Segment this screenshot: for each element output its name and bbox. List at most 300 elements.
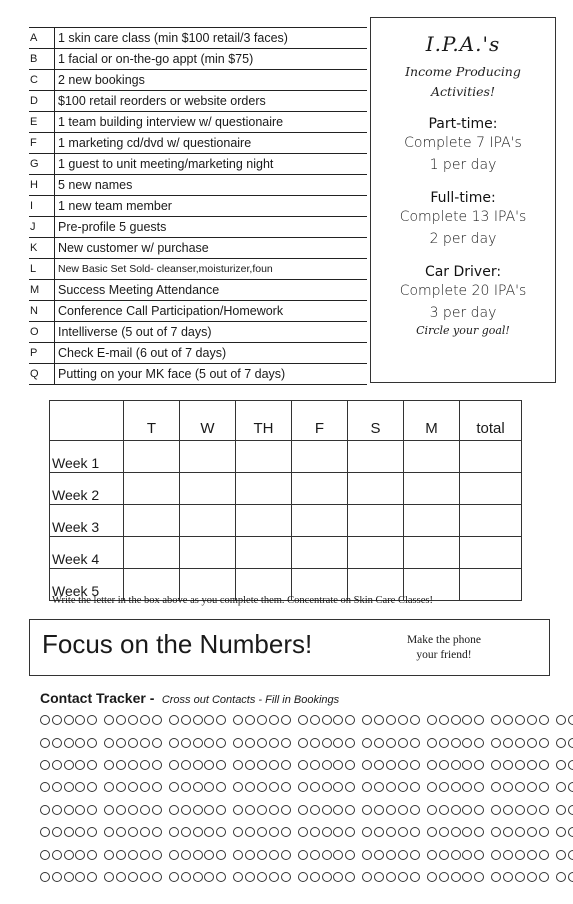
contact-circle[interactable]: [298, 782, 308, 792]
contact-circle[interactable]: [204, 850, 214, 860]
contact-circle[interactable]: [245, 782, 255, 792]
contact-circle[interactable]: [333, 850, 343, 860]
contact-circle[interactable]: [333, 715, 343, 725]
contact-circle[interactable]: [362, 760, 372, 770]
contact-circle[interactable]: [40, 805, 50, 815]
contact-circle[interactable]: [64, 827, 74, 837]
contact-circle[interactable]: [491, 850, 501, 860]
contact-circle[interactable]: [374, 827, 384, 837]
contact-circle[interactable]: [298, 850, 308, 860]
contact-circle[interactable]: [386, 872, 396, 882]
contact-circle[interactable]: [245, 850, 255, 860]
contact-circle[interactable]: [427, 872, 437, 882]
contact-circle[interactable]: [281, 850, 291, 860]
contact-circle[interactable]: [322, 782, 332, 792]
contact-circle[interactable]: [40, 827, 50, 837]
contact-circle[interactable]: [40, 850, 50, 860]
contact-circle[interactable]: [40, 760, 50, 770]
contact-circle[interactable]: [75, 805, 85, 815]
contact-circle[interactable]: [52, 760, 62, 770]
contact-circle[interactable]: [152, 715, 162, 725]
contact-circle[interactable]: [322, 805, 332, 815]
contact-circle[interactable]: [52, 827, 62, 837]
contact-circle[interactable]: [269, 760, 279, 770]
contact-circle[interactable]: [128, 760, 138, 770]
contact-circle[interactable]: [269, 805, 279, 815]
contact-circle[interactable]: [568, 805, 573, 815]
contact-circle[interactable]: [233, 872, 243, 882]
contact-circle[interactable]: [310, 760, 320, 770]
contact-circle[interactable]: [556, 805, 566, 815]
contact-circle[interactable]: [298, 805, 308, 815]
contact-circle[interactable]: [503, 782, 513, 792]
entry-cell[interactable]: [292, 537, 348, 569]
contact-circle[interactable]: [181, 782, 191, 792]
contact-circle[interactable]: [427, 715, 437, 725]
contact-circle[interactable]: [193, 715, 203, 725]
entry-cell[interactable]: [180, 505, 236, 537]
contact-circle[interactable]: [362, 827, 372, 837]
contact-circle[interactable]: [140, 782, 150, 792]
contact-circle[interactable]: [527, 827, 537, 837]
contact-circle[interactable]: [386, 782, 396, 792]
contact-circle[interactable]: [491, 872, 501, 882]
contact-circle[interactable]: [322, 738, 332, 748]
contact-circle[interactable]: [75, 850, 85, 860]
contact-circle[interactable]: [281, 782, 291, 792]
contact-circle[interactable]: [439, 715, 449, 725]
contact-circle[interactable]: [539, 872, 549, 882]
contact-circle[interactable]: [257, 715, 267, 725]
contact-circle[interactable]: [462, 782, 472, 792]
contact-circle[interactable]: [451, 872, 461, 882]
contact-circle[interactable]: [64, 738, 74, 748]
entry-cell[interactable]: [236, 441, 292, 473]
contact-circle[interactable]: [362, 872, 372, 882]
contact-circle[interactable]: [233, 760, 243, 770]
contact-circle[interactable]: [75, 872, 85, 882]
contact-circle[interactable]: [439, 827, 449, 837]
contact-circle[interactable]: [269, 850, 279, 860]
contact-circle[interactable]: [193, 760, 203, 770]
contact-circle[interactable]: [298, 827, 308, 837]
contact-circle[interactable]: [216, 805, 226, 815]
contact-circle[interactable]: [503, 872, 513, 882]
contact-circle[interactable]: [539, 827, 549, 837]
contact-circle[interactable]: [386, 805, 396, 815]
contact-circle[interactable]: [181, 872, 191, 882]
contact-circle[interactable]: [345, 738, 355, 748]
entry-cell[interactable]: [404, 505, 460, 537]
contact-circle[interactable]: [491, 760, 501, 770]
contact-circle[interactable]: [193, 827, 203, 837]
contact-circle[interactable]: [193, 872, 203, 882]
contact-circle[interactable]: [491, 805, 501, 815]
contact-circle[interactable]: [427, 760, 437, 770]
contact-circle[interactable]: [503, 850, 513, 860]
contact-circle[interactable]: [104, 782, 114, 792]
contact-circle[interactable]: [398, 738, 408, 748]
contact-circle[interactable]: [40, 872, 50, 882]
contact-circle[interactable]: [104, 805, 114, 815]
contact-circle[interactable]: [503, 805, 513, 815]
contact-circle[interactable]: [116, 850, 126, 860]
contact-circle[interactable]: [204, 760, 214, 770]
contact-circle[interactable]: [374, 760, 384, 770]
contact-circle[interactable]: [233, 782, 243, 792]
contact-circle[interactable]: [87, 715, 97, 725]
entry-cell[interactable]: [348, 441, 404, 473]
contact-circle[interactable]: [233, 738, 243, 748]
contact-circle[interactable]: [169, 782, 179, 792]
contact-circle[interactable]: [503, 760, 513, 770]
contact-circle[interactable]: [116, 715, 126, 725]
contact-circle[interactable]: [169, 872, 179, 882]
contact-circle[interactable]: [539, 715, 549, 725]
contact-circle[interactable]: [257, 760, 267, 770]
contact-circle[interactable]: [568, 760, 573, 770]
contact-circle[interactable]: [128, 805, 138, 815]
contact-circle[interactable]: [439, 805, 449, 815]
contact-circle[interactable]: [245, 738, 255, 748]
contact-circle[interactable]: [298, 715, 308, 725]
contact-circle[interactable]: [40, 738, 50, 748]
contact-circle[interactable]: [140, 827, 150, 837]
contact-circle[interactable]: [310, 805, 320, 815]
contact-circle[interactable]: [128, 715, 138, 725]
contact-circle[interactable]: [451, 782, 461, 792]
contact-circle[interactable]: [169, 827, 179, 837]
contact-circle[interactable]: [539, 760, 549, 770]
contact-circle[interactable]: [298, 738, 308, 748]
contact-circle[interactable]: [152, 782, 162, 792]
contact-circle[interactable]: [410, 872, 420, 882]
contact-circle[interactable]: [233, 827, 243, 837]
contact-circle[interactable]: [462, 715, 472, 725]
contact-circle[interactable]: [474, 715, 484, 725]
contact-circle[interactable]: [345, 872, 355, 882]
contact-circle[interactable]: [128, 782, 138, 792]
contact-circle[interactable]: [362, 805, 372, 815]
contact-circle[interactable]: [152, 805, 162, 815]
contact-circle[interactable]: [345, 715, 355, 725]
contact-circle[interactable]: [281, 827, 291, 837]
contact-circle[interactable]: [257, 805, 267, 815]
contact-circle[interactable]: [40, 782, 50, 792]
entry-cell[interactable]: [348, 537, 404, 569]
contact-circle[interactable]: [398, 805, 408, 815]
entry-cell[interactable]: [236, 473, 292, 505]
contact-circle[interactable]: [181, 827, 191, 837]
contact-circle[interactable]: [52, 805, 62, 815]
contact-circle[interactable]: [333, 805, 343, 815]
contact-circle[interactable]: [269, 715, 279, 725]
contact-circle[interactable]: [116, 782, 126, 792]
contact-circle[interactable]: [204, 738, 214, 748]
contact-circle[interactable]: [527, 715, 537, 725]
contact-circle[interactable]: [362, 738, 372, 748]
contact-circle[interactable]: [386, 715, 396, 725]
contact-circle[interactable]: [64, 715, 74, 725]
contact-circle[interactable]: [515, 760, 525, 770]
contact-circle[interactable]: [193, 805, 203, 815]
contact-circle[interactable]: [539, 805, 549, 815]
contact-circle[interactable]: [193, 850, 203, 860]
contact-circle[interactable]: [281, 805, 291, 815]
entry-cell[interactable]: [124, 473, 180, 505]
contact-circle[interactable]: [310, 827, 320, 837]
contact-circle[interactable]: [87, 850, 97, 860]
contact-circle[interactable]: [281, 760, 291, 770]
contact-circle[interactable]: [104, 715, 114, 725]
contact-circle[interactable]: [204, 715, 214, 725]
contact-circle[interactable]: [87, 738, 97, 748]
contact-circle[interactable]: [181, 850, 191, 860]
contact-circle[interactable]: [181, 760, 191, 770]
contact-circle[interactable]: [216, 715, 226, 725]
contact-circle[interactable]: [491, 715, 501, 725]
contact-circle[interactable]: [128, 872, 138, 882]
contact-circle[interactable]: [233, 805, 243, 815]
contact-circle[interactable]: [87, 805, 97, 815]
contact-circle[interactable]: [87, 827, 97, 837]
contact-circle[interactable]: [398, 782, 408, 792]
contact-circle[interactable]: [128, 738, 138, 748]
contact-circle[interactable]: [386, 760, 396, 770]
contact-circle[interactable]: [64, 782, 74, 792]
contact-circle[interactable]: [75, 715, 85, 725]
entry-cell[interactable]: [460, 569, 522, 601]
contact-circle[interactable]: [410, 827, 420, 837]
contact-circle[interactable]: [75, 760, 85, 770]
entry-cell[interactable]: [460, 473, 522, 505]
contact-circle[interactable]: [474, 782, 484, 792]
contact-circle[interactable]: [462, 738, 472, 748]
entry-cell[interactable]: [348, 473, 404, 505]
contact-circle[interactable]: [193, 782, 203, 792]
contact-circle[interactable]: [204, 827, 214, 837]
contact-circle[interactable]: [233, 850, 243, 860]
contact-circle[interactable]: [362, 715, 372, 725]
contact-circle[interactable]: [281, 738, 291, 748]
contact-circle[interactable]: [374, 738, 384, 748]
contact-circle[interactable]: [462, 805, 472, 815]
contact-circle[interactable]: [568, 782, 573, 792]
contact-circle[interactable]: [116, 738, 126, 748]
entry-cell[interactable]: [292, 473, 348, 505]
contact-circle[interactable]: [193, 738, 203, 748]
contact-circle[interactable]: [181, 715, 191, 725]
contact-circle[interactable]: [216, 782, 226, 792]
contact-circle[interactable]: [257, 827, 267, 837]
contact-circle[interactable]: [52, 850, 62, 860]
contact-circle[interactable]: [503, 738, 513, 748]
contact-circle[interactable]: [116, 827, 126, 837]
contact-circle[interactable]: [333, 872, 343, 882]
contact-circle[interactable]: [474, 760, 484, 770]
entry-cell[interactable]: [292, 505, 348, 537]
contact-circle[interactable]: [52, 738, 62, 748]
contact-circle[interactable]: [245, 715, 255, 725]
contact-circle[interactable]: [281, 872, 291, 882]
contact-circle[interactable]: [527, 782, 537, 792]
contact-circle[interactable]: [345, 827, 355, 837]
contact-circle[interactable]: [104, 760, 114, 770]
contact-circle[interactable]: [310, 782, 320, 792]
contact-circle[interactable]: [474, 738, 484, 748]
contact-circle[interactable]: [116, 760, 126, 770]
contact-circle[interactable]: [216, 872, 226, 882]
contact-circle[interactable]: [345, 850, 355, 860]
contact-circle[interactable]: [427, 782, 437, 792]
contact-circle[interactable]: [245, 872, 255, 882]
contact-circle[interactable]: [374, 850, 384, 860]
contact-circle[interactable]: [439, 760, 449, 770]
contact-circle[interactable]: [310, 715, 320, 725]
contact-circle[interactable]: [75, 782, 85, 792]
entry-cell[interactable]: [124, 537, 180, 569]
contact-circle[interactable]: [362, 850, 372, 860]
contact-circle[interactable]: [503, 827, 513, 837]
contact-circle[interactable]: [333, 738, 343, 748]
contact-circle[interactable]: [439, 872, 449, 882]
contact-circle[interactable]: [451, 827, 461, 837]
contact-circle[interactable]: [52, 782, 62, 792]
contact-circle[interactable]: [539, 850, 549, 860]
contact-circle[interactable]: [87, 760, 97, 770]
contact-circle[interactable]: [64, 850, 74, 860]
contact-circle[interactable]: [75, 738, 85, 748]
contact-circle[interactable]: [128, 850, 138, 860]
entry-cell[interactable]: [180, 537, 236, 569]
contact-circle[interactable]: [556, 850, 566, 860]
contact-circle[interactable]: [398, 760, 408, 770]
contact-circle[interactable]: [257, 872, 267, 882]
contact-circle[interactable]: [281, 715, 291, 725]
contact-circle[interactable]: [474, 827, 484, 837]
contact-circle[interactable]: [204, 805, 214, 815]
contact-circle[interactable]: [527, 872, 537, 882]
contact-circle[interactable]: [116, 872, 126, 882]
entry-cell[interactable]: [348, 505, 404, 537]
contact-circle[interactable]: [245, 827, 255, 837]
contact-circle[interactable]: [374, 715, 384, 725]
contact-circle[interactable]: [386, 827, 396, 837]
contact-circle[interactable]: [152, 738, 162, 748]
contact-circle[interactable]: [169, 805, 179, 815]
contact-circle[interactable]: [462, 827, 472, 837]
contact-circle[interactable]: [556, 827, 566, 837]
contact-circle[interactable]: [439, 782, 449, 792]
contact-circle[interactable]: [474, 805, 484, 815]
contact-circle[interactable]: [104, 738, 114, 748]
contact-circle[interactable]: [204, 782, 214, 792]
contact-circle[interactable]: [568, 850, 573, 860]
contact-circle[interactable]: [556, 715, 566, 725]
contact-circle[interactable]: [310, 872, 320, 882]
contact-circle[interactable]: [491, 827, 501, 837]
contact-circle[interactable]: [451, 805, 461, 815]
contact-circle[interactable]: [140, 872, 150, 882]
contact-circle[interactable]: [152, 872, 162, 882]
contact-circle[interactable]: [257, 782, 267, 792]
contact-circle[interactable]: [140, 760, 150, 770]
contact-circle[interactable]: [169, 760, 179, 770]
contact-circle[interactable]: [64, 760, 74, 770]
contact-circle[interactable]: [539, 738, 549, 748]
contact-circle[interactable]: [140, 738, 150, 748]
contact-circle[interactable]: [216, 760, 226, 770]
contact-circle[interactable]: [451, 715, 461, 725]
contact-circle[interactable]: [439, 850, 449, 860]
contact-circle[interactable]: [515, 850, 525, 860]
entry-cell[interactable]: [292, 441, 348, 473]
contact-circle[interactable]: [216, 850, 226, 860]
contact-circle[interactable]: [527, 805, 537, 815]
entry-cell[interactable]: [236, 537, 292, 569]
tier-car-driver[interactable]: [371, 264, 555, 324]
contact-circle[interactable]: [333, 782, 343, 792]
contact-circle[interactable]: [87, 872, 97, 882]
contact-circle[interactable]: [345, 760, 355, 770]
entry-cell[interactable]: [124, 441, 180, 473]
contact-circle[interactable]: [310, 738, 320, 748]
contact-circle[interactable]: [427, 738, 437, 748]
contact-circle[interactable]: [269, 782, 279, 792]
contact-circle[interactable]: [556, 738, 566, 748]
contact-circle[interactable]: [104, 872, 114, 882]
contact-circle[interactable]: [374, 782, 384, 792]
contact-circle[interactable]: [87, 782, 97, 792]
contact-circle[interactable]: [322, 715, 332, 725]
contact-circle[interactable]: [140, 850, 150, 860]
entry-cell[interactable]: [180, 473, 236, 505]
contact-circle[interactable]: [527, 850, 537, 860]
contact-circle[interactable]: [515, 872, 525, 882]
contact-circle[interactable]: [398, 827, 408, 837]
contact-circle[interactable]: [269, 872, 279, 882]
contact-circle[interactable]: [216, 738, 226, 748]
contact-circle[interactable]: [386, 850, 396, 860]
contact-circle[interactable]: [439, 738, 449, 748]
contact-circle[interactable]: [333, 760, 343, 770]
contact-circle[interactable]: [64, 805, 74, 815]
contact-circle[interactable]: [169, 850, 179, 860]
contact-circle[interactable]: [515, 782, 525, 792]
contact-circle[interactable]: [568, 738, 573, 748]
contact-circle[interactable]: [104, 850, 114, 860]
tier-full-time[interactable]: [371, 190, 555, 250]
contact-circle[interactable]: [140, 805, 150, 815]
entry-cell[interactable]: [404, 441, 460, 473]
contact-circle[interactable]: [527, 760, 537, 770]
contact-circle[interactable]: [233, 715, 243, 725]
contact-circle[interactable]: [527, 738, 537, 748]
contact-circle[interactable]: [556, 760, 566, 770]
tier-part-time[interactable]: [371, 116, 555, 176]
contact-circle[interactable]: [556, 872, 566, 882]
contact-circle[interactable]: [181, 738, 191, 748]
contact-circle[interactable]: [362, 782, 372, 792]
contact-circle[interactable]: [345, 782, 355, 792]
contact-circle[interactable]: [64, 872, 74, 882]
contact-circle[interactable]: [398, 872, 408, 882]
contact-circle[interactable]: [462, 850, 472, 860]
contact-circle[interactable]: [410, 738, 420, 748]
contact-circle[interactable]: [491, 782, 501, 792]
contact-circle[interactable]: [298, 872, 308, 882]
contact-circle[interactable]: [374, 805, 384, 815]
